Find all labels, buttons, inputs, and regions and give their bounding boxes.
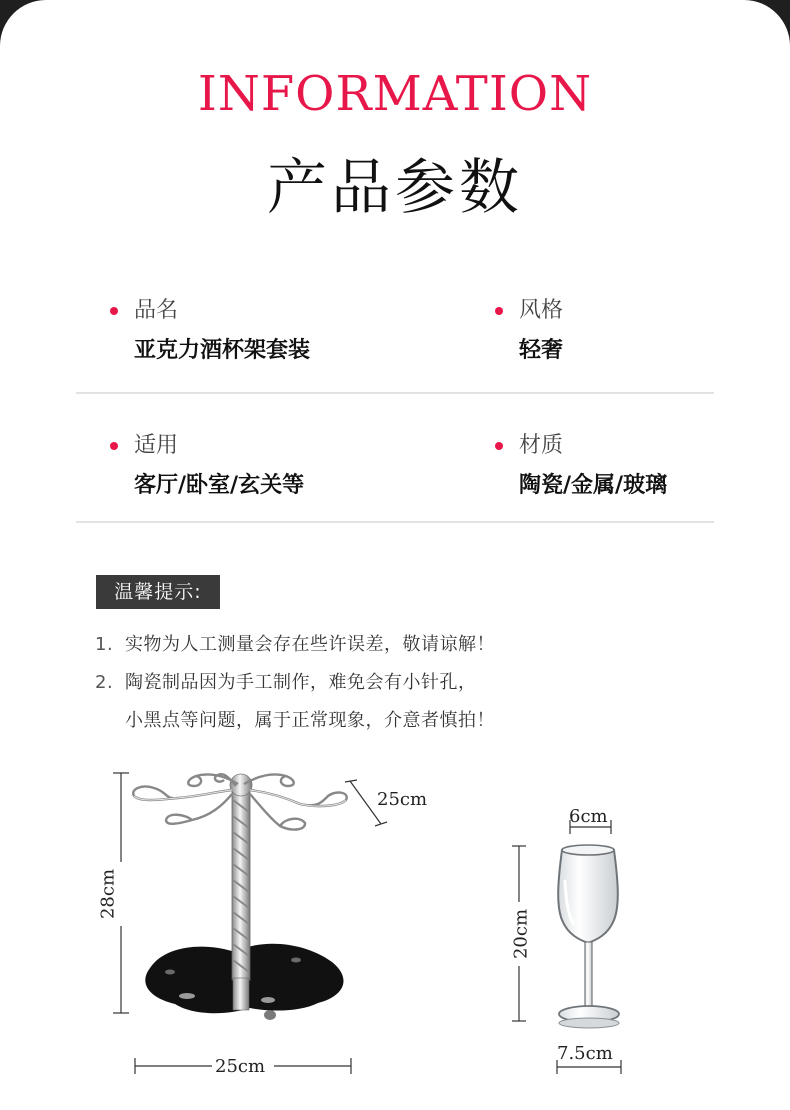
tip-number: 2.: [95, 672, 114, 693]
wine-glass: [558, 845, 619, 1028]
spec-value: 亚克力酒杯架套装: [134, 338, 311, 363]
tip-text: 实物为人工测量会存在些许误差，敬请谅解！: [125, 634, 495, 655]
glass-foot-label: 7.5cm: [557, 1043, 613, 1064]
rack-pole: [230, 774, 252, 1010]
rack-base-label: 25cm: [215, 1056, 266, 1077]
section-title-en: INFORMATION: [197, 66, 593, 122]
tip-number: 1.: [95, 634, 114, 655]
rack-height-label: 28cm: [97, 868, 119, 920]
spec-value: 轻奢: [519, 338, 564, 363]
spec-value: 客厅/卧室/玄关等: [134, 473, 305, 498]
spec-label: 品名: [134, 298, 179, 323]
rack-arm-label: 25cm: [377, 789, 428, 810]
tip-continuation: 小黑点等问题，属于正常现象，介意者慎拍！: [125, 710, 495, 731]
tips-badge: 温馨提示:: [96, 575, 220, 609]
spec-label: 材质: [519, 433, 564, 458]
spec-label: 风格: [519, 298, 564, 323]
section-title-cn: 产品参数: [267, 153, 523, 223]
glass-height-label: 20cm: [510, 908, 532, 960]
glass-rim-label: 6cm: [569, 806, 608, 827]
tip-text: 陶瓷制品因为手工制作，难免会有小针孔，: [125, 672, 477, 693]
spec-value: 陶瓷/金属/玻璃: [519, 473, 668, 498]
spec-label: 适用: [134, 433, 179, 458]
